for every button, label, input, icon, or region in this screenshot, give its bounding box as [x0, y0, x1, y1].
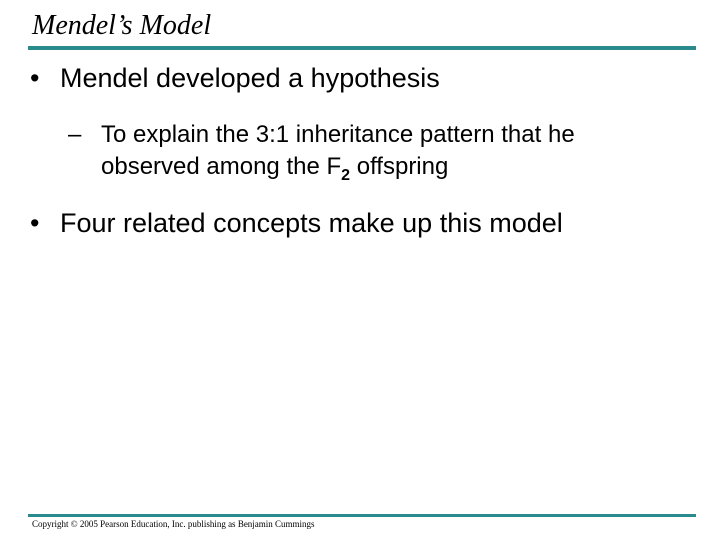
bullet-item-concepts: [30, 206, 563, 240]
sub-bullet-line-2-suffix: offspring: [350, 153, 449, 180]
slide-title: Mendel’s Model: [32, 10, 212, 41]
bullet-marker: •: [30, 208, 40, 238]
bullet-item-hypothesis: [30, 61, 440, 95]
bullet-text: Mendel developed a hypothesis: [60, 63, 440, 93]
title-divider: [28, 46, 696, 50]
sub-bullet-line-1: To explain the 3:1 inheritance pattern that he: [101, 121, 575, 148]
sub-bullet-marker: –: [68, 121, 82, 148]
footer-divider: [28, 514, 696, 517]
f2-subscript: 2: [341, 167, 351, 184]
sub-bullet-line-2-prefix: observed among the F: [101, 153, 342, 180]
bullet-text: Four related concepts make up this model: [60, 208, 563, 238]
copyright-notice: Copyright © 2005 Pearson Education, Inc. publishing as Benjamin Cummings: [32, 519, 315, 529]
bullet-marker: •: [30, 63, 40, 93]
sub-bullet-line-2: [101, 152, 448, 182]
